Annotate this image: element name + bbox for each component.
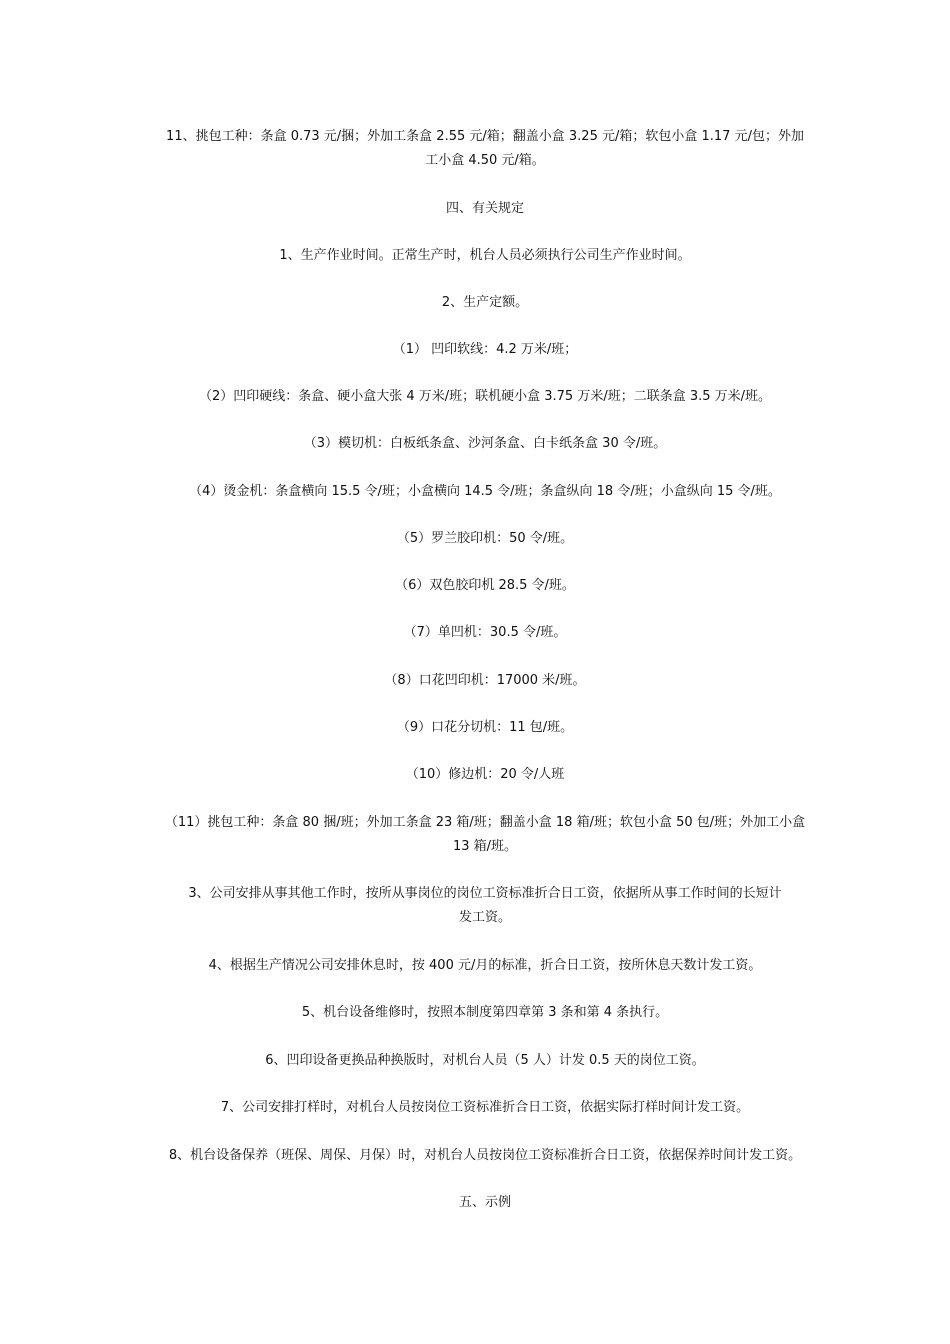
text-line: 4、根据生产情况公司安排休息时，按 400 元/月的标准，折合日工资，按所休息天数计发工资。: [208, 958, 762, 973]
paragraph-sampling: [140, 1096, 830, 1120]
paragraph-production-quota: [140, 291, 830, 315]
quota-item-3: [140, 432, 830, 456]
paragraph-other-work: [140, 882, 830, 930]
text-line: 6、凹印设备更换品种换版时，对机台人员（5 人）计发 0.5 天的岗位工资。: [265, 1053, 705, 1068]
text-line: （2）凹印硬线：条盒、硬小盒大张 4 万米/班；联机硬小盒 3.75 万米/班；二联条盒 3.5 万米/班。: [198, 389, 772, 404]
text-line: （8）口花凹印机：17000 米/班。: [384, 673, 586, 688]
paragraph-rest-pay: [140, 954, 830, 978]
text-line: 5、机台设备维修时，按照本制度第四章第 3 条和第 4 条执行。: [301, 1005, 669, 1020]
text-line: 五、示例: [458, 1195, 511, 1210]
paragraph-maintenance: [140, 1001, 830, 1025]
text-line: 四、有关规定: [445, 201, 524, 216]
paragraph-work-time: [140, 244, 830, 268]
document-page: [140, 0, 830, 1344]
text-line: 11、挑包工种：条盒 0.73 元/捆；外加工条盒 2.55 元/箱；翻盖小盒 3.25 元/箱；软包小盒 1.17 元/包；外加: [166, 129, 804, 144]
quota-item-7: [140, 621, 830, 645]
paragraph-piece-rate-picking: [140, 125, 830, 173]
text-line: （5）罗兰胶印机：50 令/班。: [396, 531, 574, 546]
quota-item-2: [140, 385, 830, 409]
quota-item-5: [140, 527, 830, 551]
quota-item-6: [140, 574, 830, 598]
quota-item-1: [140, 338, 830, 362]
text-line: 发工资。: [458, 910, 511, 925]
text-line: 2、生产定额。: [441, 295, 529, 310]
quota-item-11: [140, 811, 830, 859]
text-line: （7）单凹机：30.5 令/班。: [403, 625, 567, 640]
quota-item-9: [140, 716, 830, 740]
paragraph-plate-change: [140, 1049, 830, 1073]
text-line: 1、生产作业时间。正常生产时，机台人员必须执行公司生产作业时间。: [279, 248, 691, 263]
text-line: 工小盒 4.50 元/箱。: [425, 153, 545, 168]
text-line: 13 箱/班。: [452, 839, 518, 854]
text-line: （4）烫金机：条盒横向 15.5 令/班；小盒横向 14.5 令/班；条盒纵向 18 令/班；小盒纵向 15 令/班。: [189, 484, 781, 499]
text-line: （6）双色胶印机 28.5 令/班。: [395, 578, 575, 593]
text-line: 8、机台设备保养（班保、周保、月保）时，对机台人员按岗位工资标准折合日工资，依据保养时间计发工资。: [168, 1148, 802, 1163]
text-line: （3）模切机：白板纸条盒、沙河条盒、白卡纸条盒 30 令/班。: [303, 436, 667, 451]
text-line: （11）挑包工种：条盒 80 捆/班；外加工条盒 23 箱/班；翻盖小盒 18 箱/班；软包小盒 50 包/班；外加工小盒: [164, 815, 806, 830]
text-line: （10）修边机：20 令/人班: [405, 767, 565, 782]
quota-item-4: [140, 480, 830, 504]
paragraph-equipment-care: [140, 1144, 830, 1168]
text-line: （1） 凹印软线：4.2 万米/班；: [392, 342, 578, 357]
quota-item-8: [140, 669, 830, 693]
section-heading-regulations: [140, 197, 830, 221]
text-line: （9）口花分切机：11 包/班。: [396, 720, 574, 735]
text-line: 7、公司安排打样时，对机台人员按岗位工资标准折合日工资，依据实际打样时间计发工资。: [220, 1100, 750, 1115]
section-heading-example: [140, 1191, 830, 1215]
quota-item-10: [140, 763, 830, 787]
text-line: 3、公司安排从事其他工作时，按所从事岗位的岗位工资标准折合日工资，依据所从事工作时间的长短计: [188, 886, 782, 901]
